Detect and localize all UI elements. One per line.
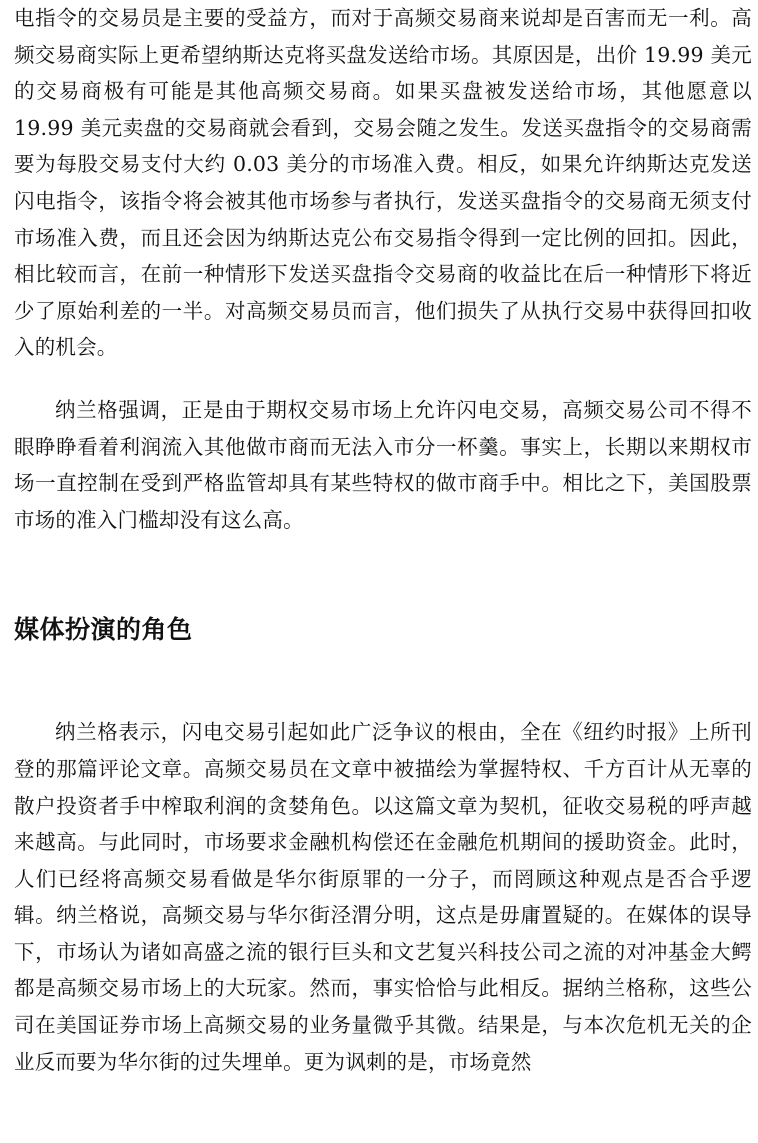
body-paragraph-1: 电指令的交易员是主要的受益方，而对于高频交易商来说却是百害而无一利。高频交易商实际上更希望纳斯达克将买盘发送给市场。其原因是，出价 19.99 美元的交易商极有可能是其他高频交易商。如果买盘被发送给市场，其他愿意以 19.99 美元卖盘的交易商就会看到，交易会随之发生。发送买盘指令的交易商需要为每股交易支付大约 0.03 美分的市场准入费。相反，如果允许纳斯达克发送闪电指令，该指令将会被其他市场参与者执行，发送买盘指令的交易商无须支付市场准入费，而且还会因为纳斯达克公布交易指令得到一定比例的回扣。因此，相比较而言，在前一种情形下发送买盘指令交易商的收益比在后一种情形下将近少了原始利差的一半。对高频交易员而言，他们损失了从执行交易中获得回扣收入的机会。	[14, 6, 752, 360]
body-paragraph-2: 纳兰格强调，正是由于期权交易市场上允许闪电交易，高频交易公司不得不眼睁睁看着利润流入其他做市商而无法入市分一杯羹。事实上，长期以来期权市场一直控制在受到严格监管却具有某些特权的做市商手中。相比之下，美国股票市场的准入门槛却没有这么高。	[14, 397, 752, 532]
body-paragraph-3: 纳兰格表示，闪电交易引起如此广泛争议的根由，全在《纽约时报》上所刊登的那篇评论文章。高频交易员在文章中被描绘为掌握特权、千方百计从无辜的散户投资者手中榨取利润的贪婪角色。以这篇文章为契机，征收交易税的呼声越来越高。与此同时，市场要求金融机构偿还在金融危机期间的援助资金。此时，人们已经将高频交易看做是华尔街原罪的一分子，而罔顾这种观点是否合乎逻辑。纳兰格说，高频交易与华尔街泾渭分明，这点是毋庸置疑的。在媒体的误导下，市场认为诸如高盛之流的银行巨头和文艺复兴科技公司之流的对冲基金大鳄都是高频交易市场上的大玩家。然而，事实恰恰与此相反。据纳兰格称，这些公司在美国证券市场上高频交易的业务量微乎其微。结果是，与本次危机无关的企业反而要为华尔街的过失埋单。更为讽刺的是，市场竟然	[14, 720, 752, 1074]
document-page	[14, 0, 752, 1080]
section-heading: 媒体扮演的角色	[14, 615, 193, 645]
